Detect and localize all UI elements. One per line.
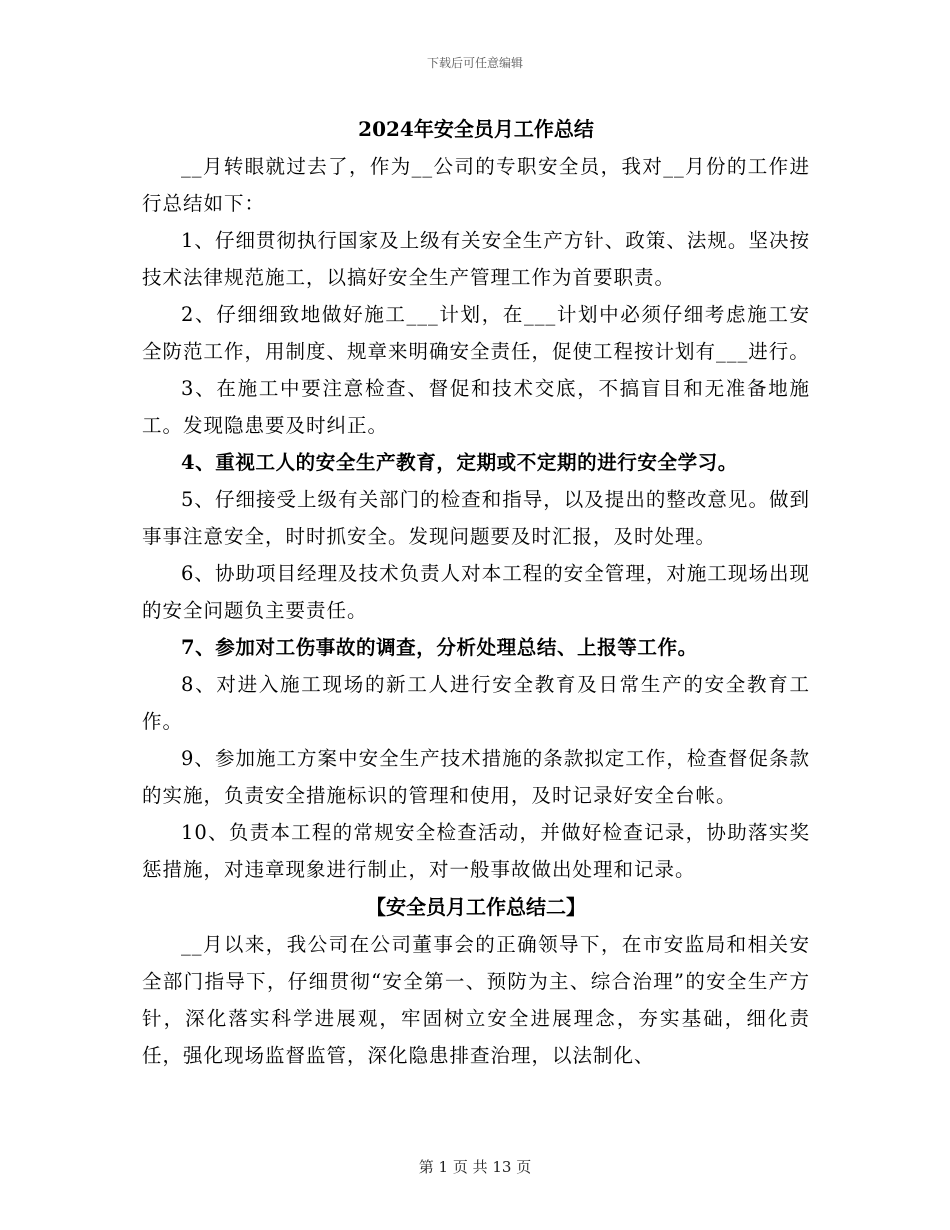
document-body <box>142 110 810 1074</box>
document-title: 2024年安全员月工作总结 <box>358 117 594 141</box>
item-5: 5、仔细接受上级有关部门的检查和指导，以及提出的整改意见。做到事事注意安全，时时抓安全。发现问题要及时汇报，及时处理。 <box>142 488 810 548</box>
item-10: 10、负责本工程的常规安全检查活动，并做好检查记录，协助落实奖惩措施，对违章现象进行制止，对一般事故做出处理和记录。 <box>142 821 810 881</box>
item-2: 2、仔细细致地做好施工___计划，在___计划中必须仔细考虑施工安全防范工作，用制度、规章来明确安全责任，促使工程按计划有___进行。 <box>142 303 810 363</box>
item-4: 4、重视工人的安全生产教育，定期或不定期的进行安全学习。 <box>181 451 738 474</box>
item-8: 8、对进入施工现场的新工人进行安全教育及日常生产的安全教育工作。 <box>142 673 810 733</box>
section-2-paragraph: __月以来，我公司在公司董事会的正确领导下，在市安监局和相关安全部门指导下，仔细贯彻“安全第一、预防为主、综合治理”的安全生产方针，深化落实科学进展观，牢固树立安全进展理念，夯实基础，细化责任，强化现场监督监管，深化隐患排查治理，以法制化、 <box>142 933 810 1067</box>
item-9: 9、参加施工方案中安全生产技术措施的条款拟定工作，检查督促条款的实施，负责安全措施标识的管理和使用，及时记录好安全台帐。 <box>142 747 810 807</box>
intro-paragraph: __月转眼就过去了，作为__公司的专职安全员，我对__月份的工作进行总结如下： <box>142 155 810 215</box>
page-footer: 第 1 页 共 13 页 <box>418 1158 532 1176</box>
header-note: 下载后可任意编辑 <box>426 56 523 70</box>
section-2-title: 【安全员月工作总结二】 <box>366 895 586 919</box>
item-7: 7、参加对工伤事故的调查，分析处理总结、上报等工作。 <box>181 636 698 659</box>
item-1: 1、仔细贯彻执行国家及上级有关安全生产方针、政策、法规。坚决按技术法律规范施工，以搞好安全生产管理工作为首要职责。 <box>142 229 810 289</box>
item-3: 3、在施工中要注意检查、督促和技术交底，不搞盲目和无准备地施工。发现隐患要及时纠正。 <box>142 377 810 437</box>
item-6: 6、协助项目经理及技术负责人对本工程的安全管理，对施工现场出现的安全问题负主要责任。 <box>142 562 810 622</box>
